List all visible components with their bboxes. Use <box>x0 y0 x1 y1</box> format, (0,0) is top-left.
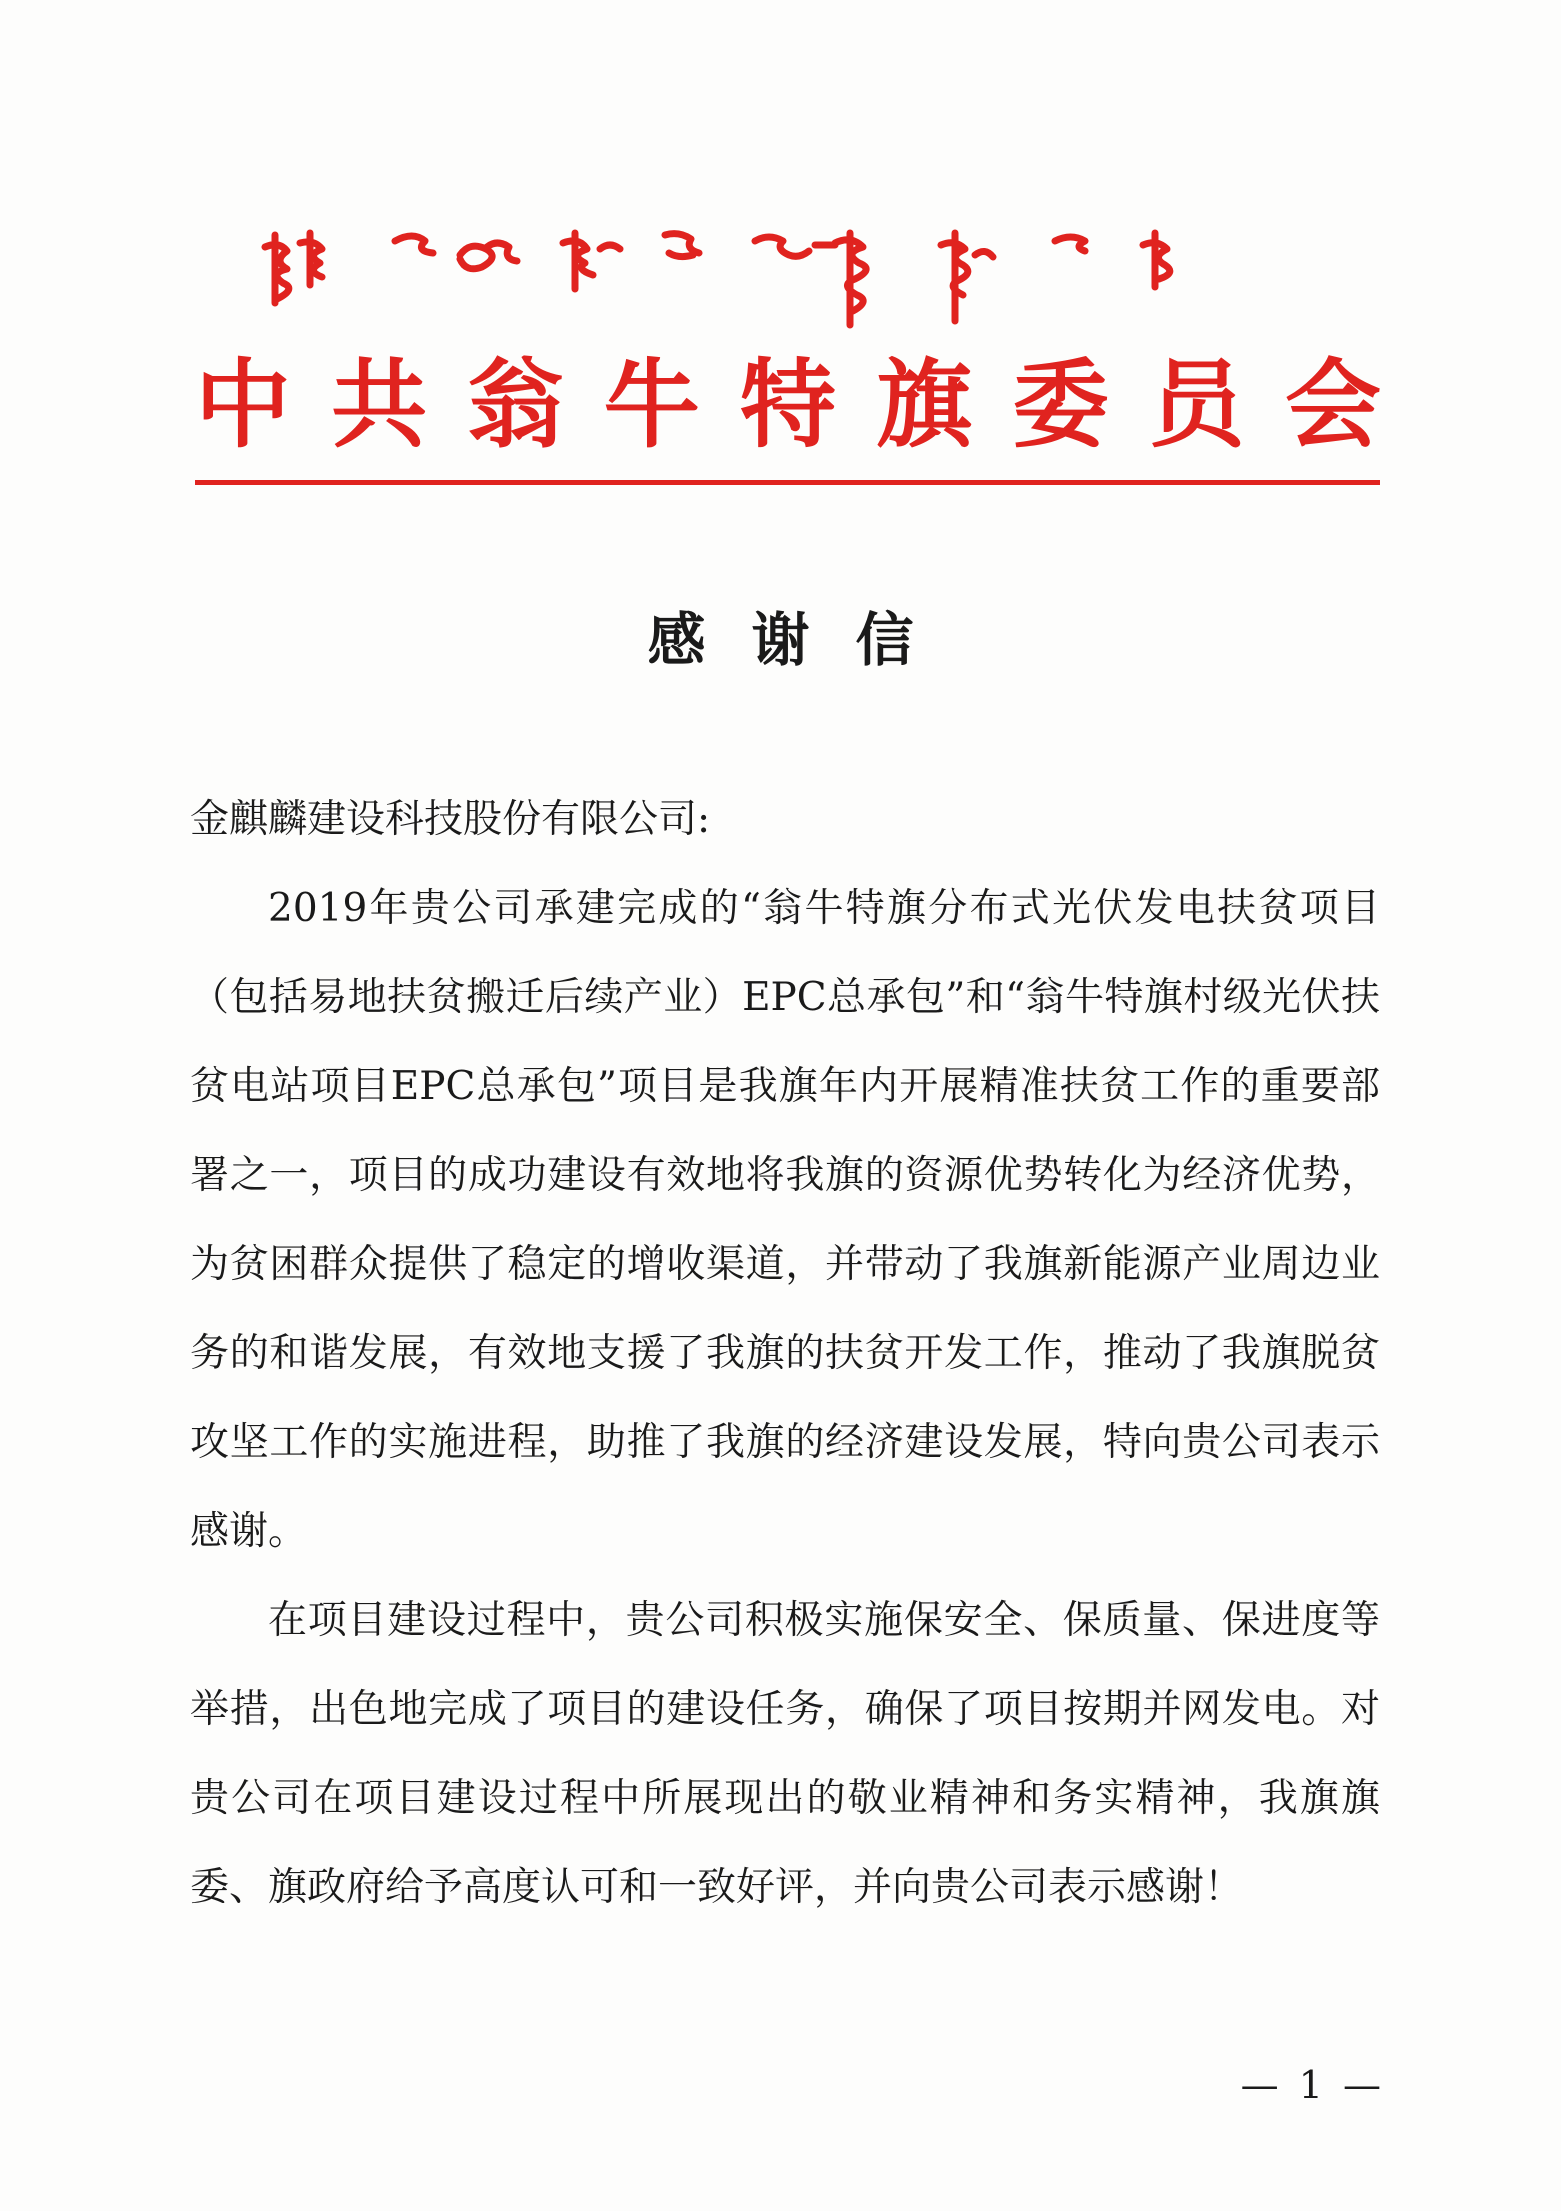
page-number: — 1 — <box>1240 2063 1385 2107</box>
mongolian-script-header <box>255 225 1335 335</box>
body-paragraph-1: 2019年贵公司承建完成的“翁牛特旗分布式光伏发电扶贫项目（包括易地扶贫搬迁后续产业）EPC总承包”和“翁牛特旗村级光伏扶贫电站项目EPC总承包”项目是我旗年内开展精准扶贫工作的重要部署之一，项目的成功建设有效地将我旗的资源优势转化为经济优势，为贫困群众提供了稳定的增收渠道，并带动了我旗新能源产业周边业务的和谐发展，有效地支援了我旗的扶贫开发工作，推动了我旗脱贫攻坚工作的实施进程，助推了我旗的经济建设发展，特向贵公司表示感谢。 <box>190 886 1380 1554</box>
document-title: 感谢信 <box>647 606 960 674</box>
organization-header: 中共翁牛特旗委员会 <box>195 349 1385 461</box>
salutation: 金麒麟建设科技股份有限公司: <box>190 797 711 842</box>
letter-body <box>190 775 1380 1932</box>
header-divider <box>195 480 1380 485</box>
body-paragraph-2: 在项目建设过程中，贵公司积极实施保安全、保质量、保进度等举措，出色地完成了项目的建设任务，确保了项目按期并网发电。对贵公司在项目建设过程中所展现出的敬业精神和务实精神，我旗旗委、旗政府给予高度认可和一致好评，并向贵公司表示感谢！ <box>190 1598 1380 1910</box>
